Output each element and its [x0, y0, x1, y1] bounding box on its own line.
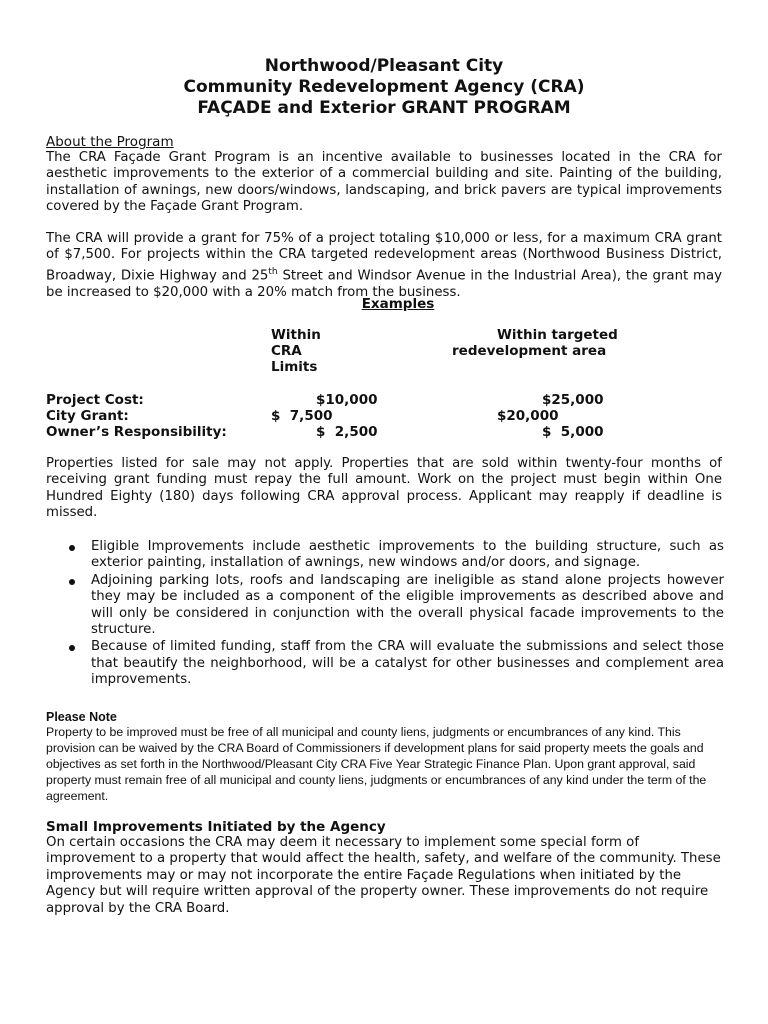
about-paragraph-2-part-a: The CRA will provide a grant for 75% of a project totaling $10,000 or less, for a maximum CRA grant of $7,500. For projects within the CRA targeted redevelopment areas (Northwood Business District, Broadway, Dixie Highway and 25	[46, 231, 722, 284]
conditions-paragraph: Properties listed for sale may not apply. Properties that are sold within twenty-four months of receiving grant funding must repay the full amount. Work on the project must begin within One Hundred Eighty (180) days following CRA approval process. Applicant may reapply if deadline is missed.	[46, 456, 722, 521]
about-paragraph-2	[46, 231, 722, 301]
col1-header-line-3: Limits	[271, 359, 318, 375]
bullet-item	[46, 639, 724, 688]
title-line-1: Northwood/Pleasant City	[264, 56, 504, 76]
please-note-text: Property to be improved must be free of all municipal and county liens, judgments or encumbrances of any kind. This provision can be waived by the CRA Board of Commissioners if development plans for said property meets the goals and objectives as set forth in the Northwood/Pleasant City CRA Five Year Strategic Finance Plan. Upon grant approval, said property must remain free of all municipal and county liens, judgments or encumbrances of any kind under the term of the agreement.	[46, 725, 707, 803]
about-paragraph-2-part-b: Street and Windsor Avenue in the Industrial Area), the grant may be increased to $20,000 with a 20% match from the business.	[46, 268, 722, 300]
row-value-city-grant-targeted: $20,000	[497, 408, 559, 424]
about-paragraph-1: The CRA Façade Grant Program is an incentive available to businesses located in the CRA for aesthetic improvements to the exterior of a commercial building and site. Painting of the building, installation of awnings, new doors/windows, landscaping, and brick pavers are typical improvements covered by the Façade Grant Program.	[46, 150, 722, 215]
please-note-heading: Please Note	[46, 710, 117, 724]
bullet-item	[46, 539, 724, 572]
col2-header-line-2: redevelopment area	[452, 343, 607, 359]
row-value-city-grant-cra: $ 7,500	[271, 408, 333, 424]
about-heading: About the Program	[46, 134, 174, 150]
col1-header-line-2: CRA	[271, 343, 302, 359]
bullet-text: Eligible Improvements include aesthetic improvements to the building structure, such as exterior painting, installation of awnings, new windows and/or doors, and signage.	[91, 539, 724, 571]
bullet-dot-icon	[69, 645, 75, 651]
row-value-owner-cra: $ 2,500	[316, 424, 378, 440]
title-line-2: Community Redevelopment Agency (CRA)	[183, 77, 585, 97]
col1-header-line-1: Within	[271, 327, 321, 343]
row-label-city-grant: City Grant:	[46, 408, 129, 424]
small-improvements-heading: Small Improvements Initiated by the Agency	[46, 819, 386, 835]
eligibility-bullet-list	[46, 539, 724, 690]
bullet-text: Adjoining parking lots, roofs and landscaping are ineligible as stand alone projects however they may be included as a component of the eligible improvements as described above and will only be considered in conjunction with the overall physical facade improvements to the structure.	[91, 572, 724, 638]
row-value-project-cost-cra: $10,000	[316, 392, 378, 408]
bullet-text: Because of limited funding, staff from the CRA will evaluate the submissions and select those that beautify the neighborhood, will be a catalyst for other businesses and complement area improvements.	[91, 639, 724, 688]
examples-title: Examples	[361, 296, 435, 312]
row-value-owner-targeted: $ 5,000	[542, 424, 604, 440]
col2-header-line-1: Within targeted	[497, 327, 618, 343]
title-line-3: FAÇADE and Exterior GRANT PROGRAM	[197, 98, 571, 118]
bullet-item	[46, 573, 724, 639]
bullet-dot-icon	[69, 579, 75, 585]
row-label-owner-responsibility: Owner’s Responsibility:	[46, 424, 227, 440]
small-improvements-text: On certain occasions the CRA may deem it necessary to implement some special form of improvement to a property that would affect the health, safety, and welfare of the community. These improvements may or may not incorporate the entire Façade Regulations when initiated by the Agency but will require written approval of the property owner. These improvements do not require approval by the CRA Board.	[46, 835, 721, 916]
bullet-dot-icon	[69, 545, 75, 551]
ordinal-suffix: th	[268, 266, 278, 277]
row-label-project-cost: Project Cost:	[46, 392, 144, 408]
row-value-project-cost-targeted: $25,000	[542, 392, 604, 408]
